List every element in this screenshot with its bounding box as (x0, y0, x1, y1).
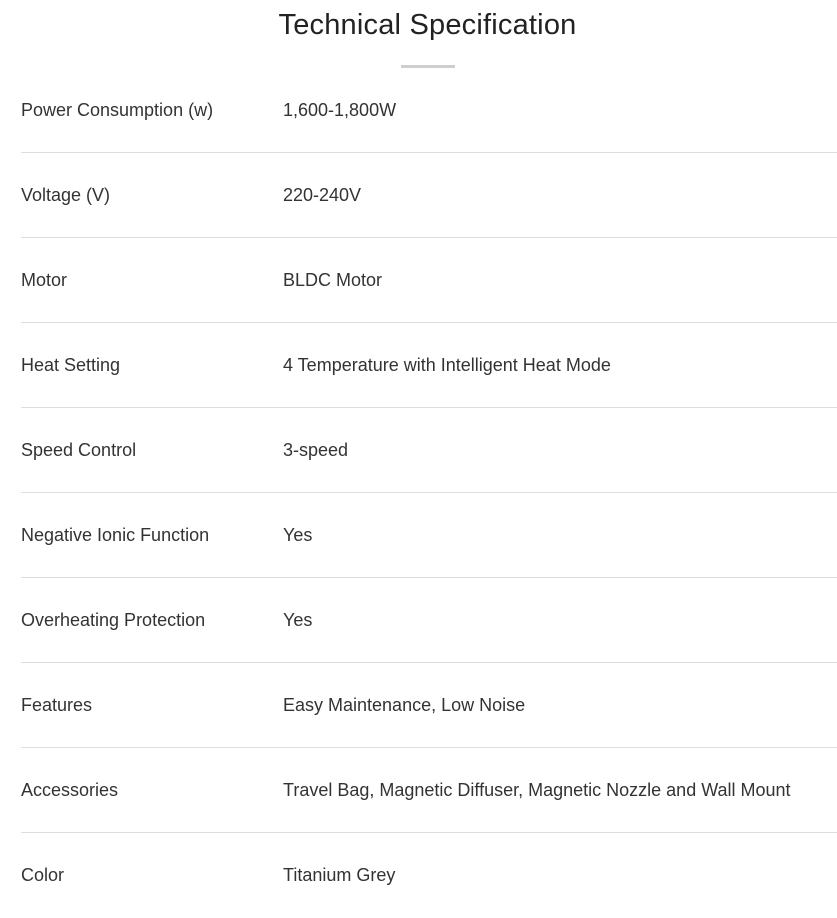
spec-value: Yes (283, 610, 313, 630)
spec-row-overheating (21, 578, 837, 663)
spec-row-power-consumption (21, 68, 837, 153)
spec-label: Overheating Protection (21, 610, 206, 630)
spec-row-heat-setting (21, 323, 837, 408)
spec-value: Travel Bag, Magnetic Diffuser, Magnetic Nozzle and Wall Mount (283, 780, 791, 800)
spec-row-negative-ionic (21, 493, 837, 578)
page-title: Technical Specification (278, 9, 577, 41)
spec-table (21, 68, 837, 918)
spec-value: 4 Temperature with Intelligent Heat Mode (283, 355, 611, 375)
spec-value: 3-speed (283, 440, 349, 460)
spec-value: BLDC Motor (283, 270, 383, 290)
spec-row-features (21, 663, 837, 748)
spec-value: Easy Maintenance, Low Noise (283, 695, 526, 715)
spec-label: Color (21, 865, 65, 885)
spec-row-voltage (21, 153, 837, 238)
spec-label: Features (21, 695, 93, 715)
spec-label: Voltage (V) (21, 185, 111, 205)
spec-label: Motor (21, 270, 68, 290)
spec-row-speed-control (21, 408, 837, 493)
spec-label: Heat Setting (21, 355, 121, 375)
spec-row-accessories (21, 748, 837, 833)
spec-row-motor (21, 238, 837, 323)
spec-label: Accessories (21, 780, 119, 800)
spec-label: Speed Control (21, 440, 137, 460)
spec-label: Power Consumption (w) (21, 100, 214, 120)
spec-value: Yes (283, 525, 313, 545)
spec-value: 220-240V (283, 185, 362, 205)
spec-label: Negative Ionic Function (21, 525, 210, 545)
spec-value: Titanium Grey (283, 865, 396, 885)
spec-row-color (21, 833, 837, 918)
spec-value: 1,600-1,800W (283, 100, 397, 120)
